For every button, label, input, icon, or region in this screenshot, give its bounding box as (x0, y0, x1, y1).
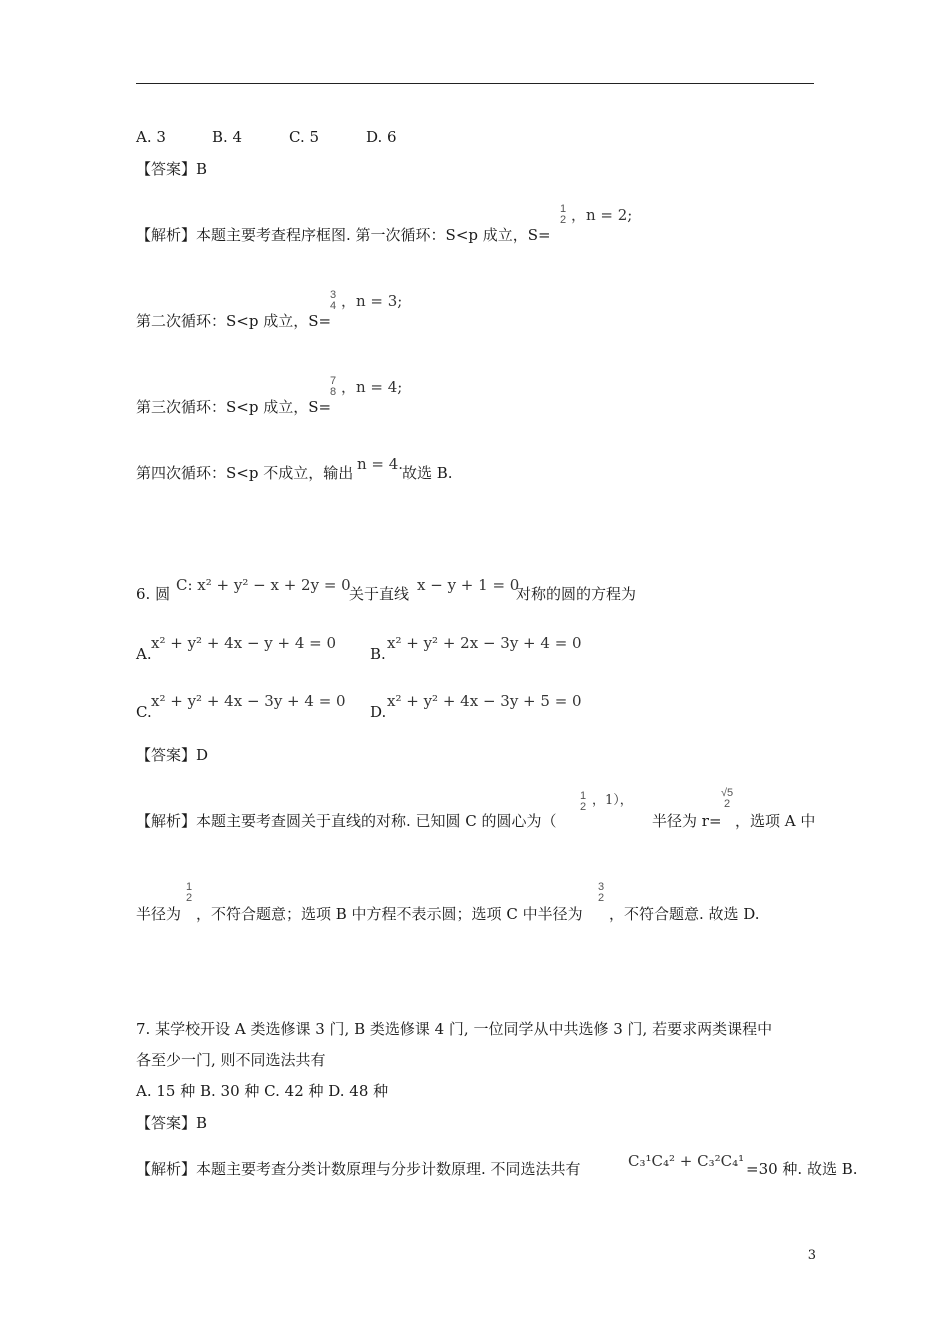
q6-stem-middle: 关于直线 (349, 585, 410, 603)
q5-fraction-2: 3 4 (330, 289, 337, 312)
q5-explanation-4: 第四次循环：S<p 不成立，输出 (136, 464, 354, 482)
q5-explanation-2: 第二次循环：S<p 成立，S= (136, 312, 332, 330)
q6-option-d-equation: x² + y² + 4x − 3y + 5 = 0 (387, 692, 582, 710)
q5-fraction-1: 1 2 (560, 203, 567, 226)
q5-fraction-3: 7 8 (330, 375, 337, 398)
q5-explanation-3: 第三次循环：S<p 成立，S= (136, 398, 332, 416)
q7-explanation: 【解析】本题主要考查分类计数原理与分步计数原理. 不同选法共有 (136, 1160, 581, 1178)
q5-math-3: ，n = 4; (341, 378, 403, 396)
q6-fraction-three-halves: 3 2 (598, 881, 605, 904)
q5-math-1: ，n = 2; (571, 206, 633, 224)
q6-option-d-label: D. (370, 703, 387, 721)
q6-option-c-equation: x² + y² + 4x − 3y + 4 = 0 (151, 692, 346, 710)
q7-explanation-end: =30 种. 故选 B. (746, 1160, 858, 1178)
q6-fraction-half: 1 2 (186, 881, 193, 904)
q5-option-c: C. 5 (289, 128, 320, 146)
page-number: 3 (807, 1248, 816, 1263)
q6-explanation-2-end: ，不符合题意. 故选 D. (609, 905, 760, 923)
q5-option-d: D. 6 (366, 128, 397, 146)
q6-option-b-equation: x² + y² + 2x − 3y + 4 = 0 (387, 634, 582, 652)
q6-stem-prefix: 6. 圆 (136, 585, 171, 603)
q6-explanation-2-middle: ，不符合题意；选项 B 中方程不表示圆；选项 C 中半径为 (196, 905, 583, 923)
q5-option-b: B. 4 (212, 128, 243, 146)
q5-math-4: n = 4. (357, 455, 404, 473)
q7-options: A. 15 种 B. 30 种 C. 42 种 D. 48 种 (136, 1082, 389, 1100)
q7-combination-math: C₃¹C₄² + C₃²C₄¹ (628, 1152, 745, 1170)
q5-option-a: A. 3 (136, 128, 166, 146)
q6-stem-equation-2: x − y + 1 = 0 (417, 576, 520, 594)
q5-answer: 【答案】B (136, 160, 208, 178)
q7-answer: 【答案】B (136, 1114, 208, 1132)
q6-explanation-2: 半径为 (136, 905, 182, 923)
q6-explanation-1: 【解析】本题主要考查圆关于直线的对称. 已知圆 C 的圆心为（ (136, 812, 557, 830)
q6-option-c-label: C. (136, 703, 152, 721)
q6-radius-fraction: √5 2 (721, 787, 734, 810)
q5-explanation-4-end: 故选 B. (402, 464, 453, 482)
q6-center-rest: ，1）， (592, 793, 633, 808)
q6-stem-suffix: 对称的圆的方程为 (516, 585, 637, 603)
header-rule (136, 83, 814, 84)
q5-math-2: ，n = 3; (341, 292, 403, 310)
q6-explanation-1-end: ，选项 A 中 (735, 812, 816, 830)
q6-answer: 【答案】D (136, 746, 209, 764)
q5-explanation-1: 【解析】本题主要考查程序框图. 第一次循环：S<p 成立，S= (136, 226, 551, 244)
q6-option-a-equation: x² + y² + 4x − y + 4 = 0 (151, 634, 337, 652)
q6-radius-label: 半径为 r= (652, 812, 722, 830)
q6-center-fraction: 1 2 (580, 790, 587, 813)
q6-stem-equation-1: C: x² + y² − x + 2y = 0 (176, 576, 351, 594)
q6-option-b-label: B. (370, 645, 386, 663)
q7-stem-line-1: 7. 某学校开设 A 类选修课 3 门, B 类选修课 4 门, 一位同学从中共选修 3 门, 若要求两类课程中 (136, 1020, 773, 1038)
q7-stem-line-2: 各至少一门, 则不同选法共有 (136, 1051, 326, 1069)
q6-option-a-label: A. (136, 645, 152, 663)
